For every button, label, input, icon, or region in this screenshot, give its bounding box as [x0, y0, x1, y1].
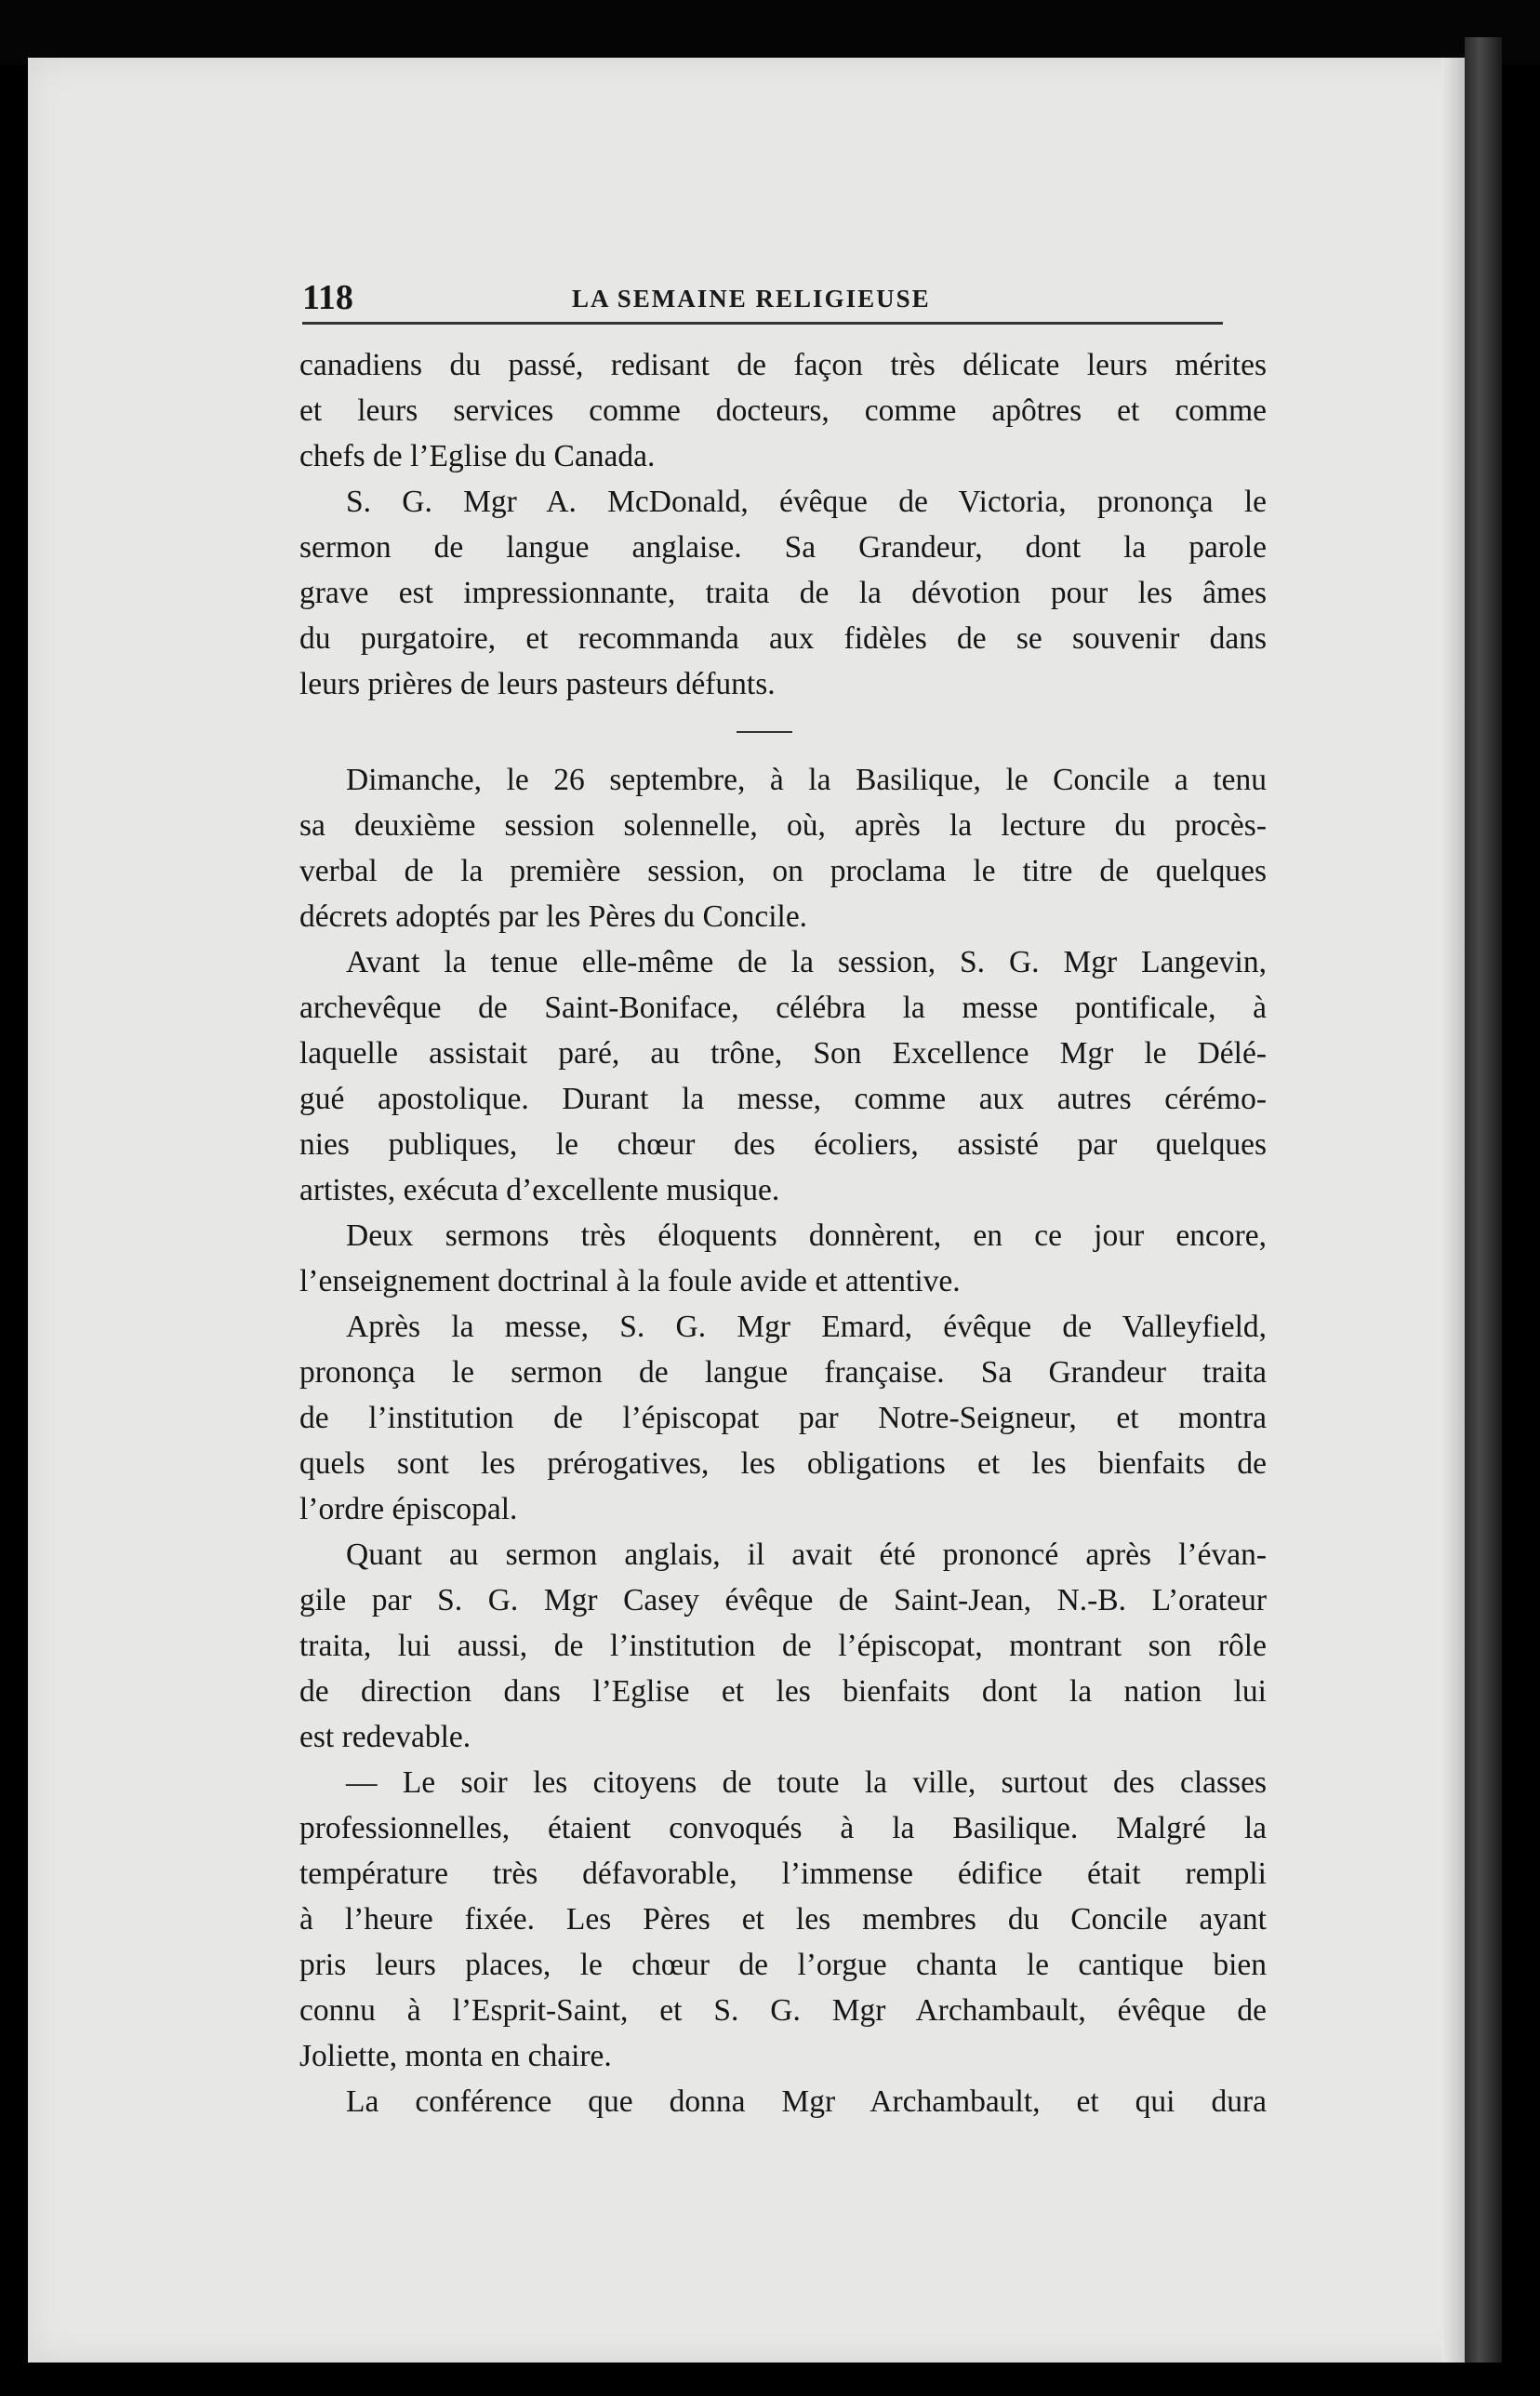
text-line: S. G. Mgr A. McDonald, évêque de Victoria, prononça le — [346, 485, 1267, 519]
journal-title: LA SEMAINE RELIGIEUSE — [572, 285, 931, 313]
text-line: verbal de la première session, on proclama le titre de quelques — [299, 854, 1267, 888]
text-line: La conférence que donna Mgr Archambault, et qui dura — [346, 2084, 1267, 2119]
running-head — [302, 277, 1232, 322]
text-line: est redevable. — [299, 1720, 471, 1754]
text-line: Dimanche, le 26 septembre, à la Basilique, le Concile a tenu — [346, 763, 1267, 797]
text-line: archevêque de Saint-Boniface, célébra la messe pontificale, à — [299, 991, 1267, 1025]
book-spine — [1465, 37, 1502, 2363]
text-line: nies publiques, le chœur des écoliers, assisté par quelques — [299, 1127, 1267, 1162]
text-line: sa deuxième session solennelle, où, après la lecture du procès- — [299, 808, 1267, 843]
header-rule — [302, 322, 1223, 325]
text-line: de direction dans l’Eglise et les bienfaits dont la nation lui — [299, 1674, 1267, 1709]
text-line: Joliette, monta en chaire. — [299, 2039, 612, 2073]
text-line: — Le soir les citoyens de toute la ville, surtout des classes — [346, 1765, 1267, 1800]
text-line: température très défavorable, l’immense édifice était rempli — [299, 1857, 1267, 1891]
text-line: gué apostolique. Durant la messe, comme aux autres cérémo- — [299, 1082, 1267, 1116]
text-line: sermon de langue anglaise. Sa Grandeur, dont la parole — [299, 530, 1267, 565]
text-line: connu à l’Esprit-Saint, et S. G. Mgr Archambault, évêque de — [299, 1993, 1267, 2028]
text-line: gile par S. G. Mgr Casey évêque de Saint-Jean, N.-B. L’orateur — [299, 1583, 1267, 1617]
section-separator — [737, 731, 792, 733]
text-line: canadiens du passé, redisant de façon très délicate leurs mérites — [299, 348, 1267, 382]
page-number: 118 — [302, 278, 353, 317]
text-line: leurs prières de leurs pasteurs défunts. — [299, 667, 776, 701]
scan-border — [0, 0, 1540, 65]
text-line: grave est impressionnante, traita de la dévotion pour les âmes — [299, 576, 1267, 610]
text-line: professionnelles, étaient convoqués à la Basilique. Malgré la — [299, 1811, 1267, 1845]
text-line: du purgatoire, et recommanda aux fidèles de se souvenir dans — [299, 621, 1267, 656]
text-line: de l’institution de l’épiscopat par Notre-Seigneur, et montra — [299, 1401, 1267, 1435]
text-line: l’ordre épiscopal. — [299, 1492, 518, 1526]
text-line: Deux sermons très éloquents donnèrent, en ce jour encore, — [346, 1218, 1267, 1253]
text-line: artistes, exécuta d’excellente musique. — [299, 1173, 780, 1207]
text-line: l’enseignement doctrinal à la foule avide et attentive. — [299, 1264, 961, 1298]
text-line: quels sont les prérogatives, les obligations et les bienfaits de — [299, 1446, 1267, 1481]
text-line: et leurs services comme docteurs, comme apôtres et comme — [299, 393, 1267, 428]
text-line: Après la messe, S. G. Mgr Emard, évêque de Valleyfield, — [346, 1310, 1267, 1344]
text-line: Quant au sermon anglais, il avait été prononcé après l’évan- — [346, 1537, 1267, 1572]
text-line: traita, lui aussi, de l’institution de l’épiscopat, montrant son rôle — [299, 1629, 1267, 1663]
text-line: pris leurs places, le chœur de l’orgue chanta le cantique bien — [299, 1948, 1267, 1982]
text-line: à l’heure fixée. Les Pères et les membres du Concile ayant — [299, 1902, 1267, 1937]
text-line: chefs de l’Eglise du Canada. — [299, 439, 656, 473]
text-line: prononça le sermon de langue française. Sa Grandeur traita — [299, 1355, 1267, 1390]
text-line: Avant la tenue elle-même de la session, S. G. Mgr Langevin, — [346, 945, 1267, 979]
article-text — [299, 342, 1267, 2124]
text-line: laquelle assistait paré, au trône, Son Excellence Mgr le Délé- — [299, 1036, 1267, 1071]
text-line: décrets adoptés par les Pères du Concile. — [299, 899, 808, 934]
